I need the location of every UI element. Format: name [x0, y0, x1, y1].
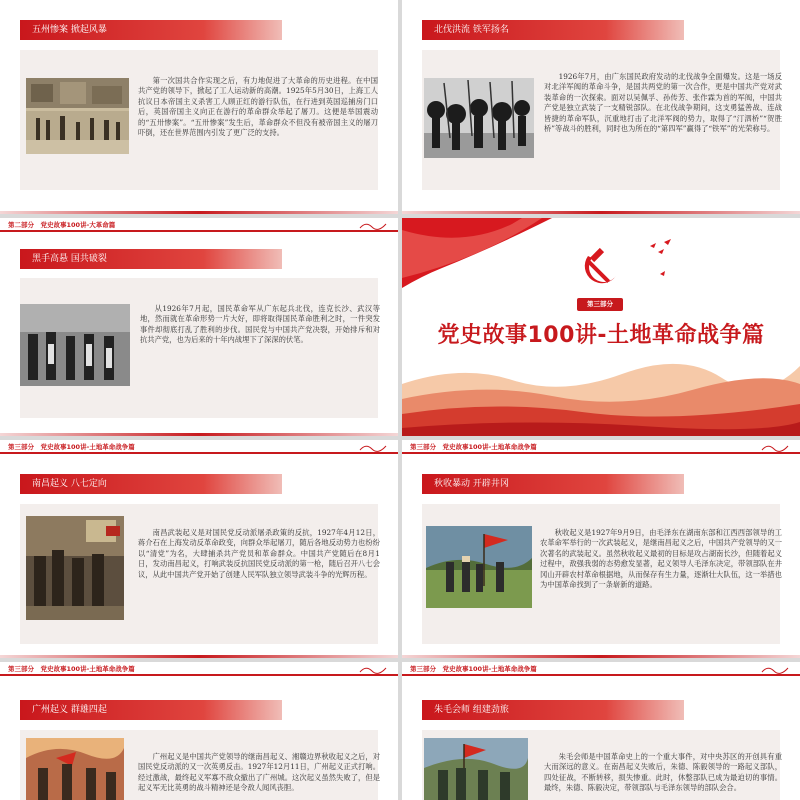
slide-text: 南昌武装起义是对国民党反动派屠杀政策的反抗，1927年4月12日，蒋介石在上海发动反革命政变，向群众举起屠刀，随后各地反动势力也纷纷以“清党”为名，大肆捕杀共产党员和革命群众。中国共产党随后在8月1日，发动南昌起义，打响武装反抗国民党反动派的第一枪，随后召开八七会议，从此中国共产党开始了创建人民军队独立领导武装斗争的光辉历程。: [138, 528, 380, 579]
slide-title: 五州惨案 掀起风暴: [20, 20, 282, 40]
divider: [0, 655, 398, 658]
painting-zhu-mao-meeting: [424, 738, 528, 800]
slide-title: 朱毛会师 组建劲旅: [422, 700, 684, 720]
section-tag: 第三部分 党史故事100讲-土地革命战争篇: [8, 664, 135, 673]
section-tag: 第二部分 党史故事100讲-大革命篇: [8, 220, 116, 229]
flourish-icon: [358, 219, 388, 231]
great-wall-illustration: [402, 344, 800, 436]
slide-text: 朱毛会师是中国革命史上的一个重大事件，对中央苏区的开创具有重大而深远的意义。在南昌起义失败后，朱德、陈毅领导的一路起义部队，四处征战，不断转移，损失惨重。此时，休整部队已成为最迫切的事情。最终，朱德、陈毅决定，带领部队与毛泽东领导的部队会合。: [544, 752, 782, 793]
photo-split: [20, 304, 130, 386]
section-tag: 第三部分 党史故事100讲-土地革命战争篇: [410, 442, 537, 451]
photo-may-thirtieth: [26, 78, 129, 154]
cover-slide[interactable]: [402, 218, 800, 436]
slide-zhu-mao-meeting[interactable]: [402, 662, 800, 800]
slide-header: [0, 440, 398, 454]
flourish-icon: [760, 441, 790, 453]
slide-text: 从1926年7月起，国民革命军从广东起兵北伐，连克长沙、武汉等地，然而就在革命形势一片大好，即将取得国民革命胜利之时，一件突发事件却彻底打乱了胜利的步伐。国民党与中国共产党决裂，开始排斥和对抗共产党，也为后来的十年内战埋下了深深的伏笔。: [140, 304, 380, 345]
divider: [402, 655, 800, 658]
slide-text: 秋收起义是1927年9月9日，由毛泽东在湖南东部和江西西部领导的工农革命军举行的一次武装起义，是继南昌起义之后，中国共产党领导的又一次著名的武装起义。虽然秋收起义最初的目标是攻占湖南长沙，但随着起义过程中，敌强我弱的态势愈发显著，起义领导人毛泽东决定，带领部队在井冈山开辟农村革命根据地，从而保存有生力量，逐渐壮大队伍，这一举措也为中国革命找到了一条崭新的道路。: [540, 528, 782, 590]
slide-text: 第一次国共合作实现之后，有力地促进了大革命的历史进程。在中国共产党的领导下，掀起了工人运动新的高潮。1925年5月30日，上海工人抗议日本帝国主义杀害工人顾正红的游行队伍，在行进到英国巡捕房门口后，英国帝国主义向正在游行的革命群众举起了屠刀。这便是举国震动的“五卅惨案”。“五卅惨案”发生后，革命群众不但没有被帝国主义的屠刀吓倒，还在世界范围内引发了更广泛的支持。: [138, 76, 378, 138]
photo-nanchang-uprising: [26, 516, 124, 620]
flourish-icon: [358, 441, 388, 453]
slide-northern-expedition[interactable]: [402, 0, 800, 214]
slide-text: 1926年7月，由广东国民政府发动的北伐战争全面爆发。这是一场反对北洋军阀的革命斗争，是国共两党的第一次合作，更是中国共产党对武装革命的一次探索。面对以吴佩孚、孙传芳、张作霖为首的军阀，中国共产党是独立武装了一支精锐部队。在北伐战争期间，这支勇猛善战、连战皆捷的革命军队，沉重地打击了北洋军阀的势力，取得了“汀泗桥”“贺胜桥”等战斗的胜利，同时也为所在的“第四军”赢得了“铁军”的光荣称号。: [544, 72, 782, 134]
painting-autumn-harvest: [426, 526, 532, 608]
painting-guangzhou-uprising: [26, 738, 124, 800]
divider: [0, 433, 398, 436]
slide-nanchang-uprising[interactable]: [0, 440, 398, 658]
cover-title: 党史故事100讲-土地革命战争篇: [437, 323, 765, 348]
divider: [402, 211, 800, 214]
slide-header: [402, 440, 800, 454]
slide-text: 广州起义是中国共产党领导的继南昌起义、湘赣边界秋收起义之后，对国民党反动派的又一次英勇反击。1927年12月11日，广州起义正式打响。经过激战，最终起义军寡不敌众撤出了广州城。这次起义虽然失败了，但是起义军无比英勇的战斗精神还是令敌人闻风丧胆。: [138, 752, 380, 793]
photo-northern-expedition: [424, 78, 534, 158]
dove-icon: [630, 238, 690, 283]
hammer-sickle-icon: [576, 246, 624, 294]
slide-title: 广州起义 群雄四起: [20, 700, 282, 720]
slide-may-thirtieth[interactable]: [0, 0, 398, 214]
section-tag: 第三部分 党史故事100讲-土地革命战争篇: [8, 442, 135, 451]
slide-header: [402, 662, 800, 676]
part-badge: 第三部分: [577, 298, 623, 311]
slide-header: [0, 218, 398, 232]
flourish-icon: [760, 663, 790, 675]
slide-title: 黑手高悬 国共破裂: [20, 249, 282, 269]
flourish-icon: [358, 663, 388, 675]
slide-title: 秋收暴动 开辟井冈: [422, 474, 684, 494]
slide-header: [0, 662, 398, 676]
slide-split[interactable]: [0, 218, 398, 436]
slide-guangzhou-uprising[interactable]: [0, 662, 398, 800]
divider: [0, 211, 398, 214]
section-tag: 第三部分 党史故事100讲-土地革命战争篇: [410, 664, 537, 673]
slide-title: 北伐洪流 铁军扬名: [422, 20, 684, 40]
slide-autumn-harvest[interactable]: [402, 440, 800, 658]
slide-title: 南昌起义 八七定向: [20, 474, 282, 494]
